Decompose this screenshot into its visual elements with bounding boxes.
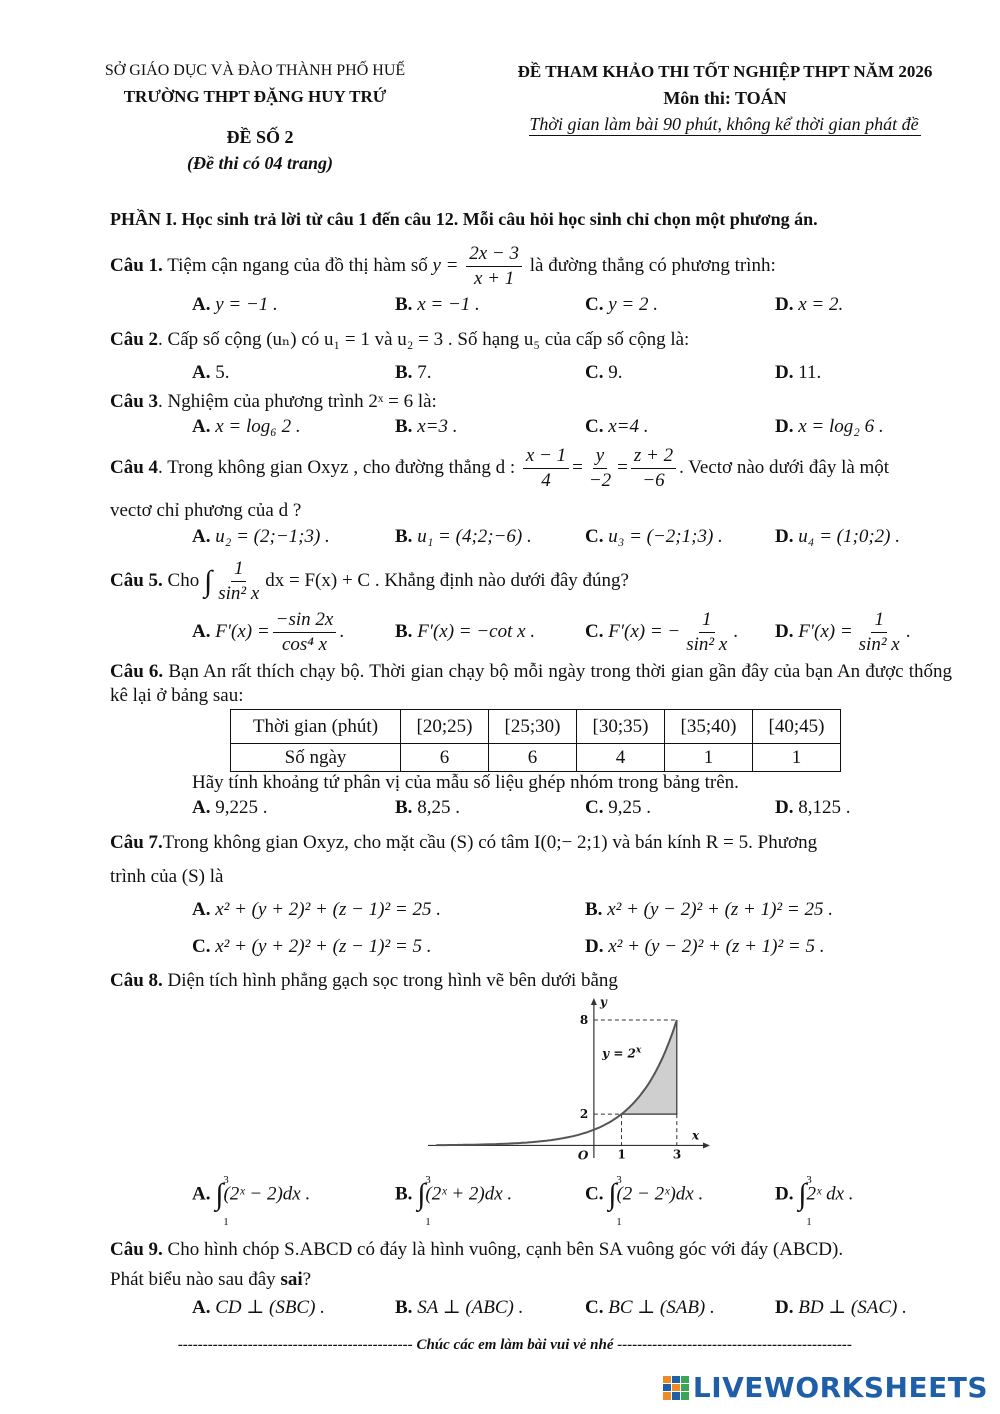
school-name: TRƯỜNG THPT ĐẶNG HUY TRỨ bbox=[123, 87, 387, 106]
x-tick-1: 1 bbox=[617, 1147, 626, 1162]
q1-option-c[interactable]: C. y = 2 . bbox=[585, 294, 658, 315]
q8-option-c[interactable]: C. ∫ 3 1 (2 − 2ˣ)dx . bbox=[585, 1174, 704, 1228]
q4-option-d[interactable]: D. u₄ = (1;0;2) . bbox=[775, 526, 900, 547]
q4-frac-x: $\frac{x - 1}{4}$ bbox=[523, 444, 569, 493]
count-2: 6 bbox=[489, 744, 577, 772]
interval-1: [20;25) bbox=[401, 710, 489, 744]
question-6 bbox=[110, 660, 952, 708]
table-head-days: Số ngày bbox=[231, 744, 401, 772]
liveworksheets-logo-icon bbox=[663, 1376, 689, 1400]
q9-option-c[interactable]: C. BC ⊥ (SAB) . bbox=[585, 1297, 715, 1318]
count-4: 1 bbox=[665, 744, 753, 772]
table-head-time: Thời gian (phút) bbox=[231, 710, 401, 744]
q1-option-a[interactable]: A. y = −1 . bbox=[192, 294, 278, 315]
q3-option-d[interactable]: D. x = log₂ 6 . bbox=[775, 416, 884, 437]
q7-label: Câu 7. bbox=[110, 832, 163, 853]
q2-text: . Cấp số cộng (uₙ) có u₁ = 1 và u₂ = 3 . Số hạng u₅ của cấp số cộng là: bbox=[158, 329, 690, 350]
interval-2: [25;30) bbox=[489, 710, 577, 744]
q6-option-b[interactable]: B. 8,25 . bbox=[395, 797, 460, 818]
q9-option-b[interactable]: B. SA ⊥ (ABC) . bbox=[395, 1297, 524, 1318]
q1-option-b[interactable]: B. x = −1 . bbox=[395, 294, 480, 315]
q8-text: Diện tích hình phẳng gạch sọc trong hình vẽ bên dưới bằng bbox=[167, 970, 618, 991]
q4-option-b[interactable]: B. u₁ = (4;2;−6) . bbox=[395, 526, 532, 547]
q9-text-a: Cho hình chóp S.ABCD có đáy là hình vuông, cạnh bên SA vuông góc với đáy (ABCD). bbox=[167, 1239, 844, 1260]
y-tick-8: 8 bbox=[579, 1012, 589, 1027]
interval-3: [30;35) bbox=[577, 710, 665, 744]
question-9 bbox=[110, 1236, 952, 1264]
q5-option-d[interactable]: D. F′(x) = $\frac{1}{\text{sin² x}}$ . bbox=[775, 609, 911, 656]
x-axis-label: x bbox=[692, 1128, 700, 1143]
q7-text-b: trình của (S) là bbox=[110, 866, 224, 887]
brand-name: LIVEWORKSHEETS bbox=[692, 1371, 988, 1404]
subject: Môn thi: TOÁN bbox=[663, 88, 787, 108]
q9-text-b: Phát biểu nào sau đây sai? bbox=[110, 1269, 312, 1290]
function-label: $y = 2^x$ bbox=[602, 1045, 642, 1061]
q8-option-d[interactable]: D. ∫ 3 1 2ˣ dx . bbox=[775, 1174, 854, 1228]
q8-label: Câu 8. bbox=[110, 970, 163, 991]
q2-label: Câu 2 bbox=[110, 329, 159, 350]
count-3: 4 bbox=[577, 744, 665, 772]
q3-text: . Nghiệm của phương trình 2ˣ = 6 là: bbox=[158, 391, 437, 412]
q3-label: Câu 3 bbox=[110, 391, 159, 412]
dept-name: SỞ GIÁO DỤC VÀ ĐÀO THÀNH PHỐ HUẾ bbox=[104, 62, 406, 79]
q4-text-b: . Vectơ nào dưới đây là một bbox=[679, 457, 890, 478]
q7-text-a: Trong không gian Oxyz, cho mặt cầu (S) có tâm I(0;− 2;1) và bán kính R = 5. Phương bbox=[162, 832, 818, 853]
q7-option-b[interactable]: B. x² + (y − 2)² + (z + 1)² = 25 . bbox=[585, 899, 833, 920]
q9-option-d[interactable]: D. BD ⊥ (SAC) . bbox=[775, 1297, 907, 1318]
q6-text: Bạn An rất thích chạy bộ. Thời gian chạy bộ mỗi ngày trong thời gian gần đây của bạn An được thống kê lại ở bảng sau: bbox=[110, 661, 952, 706]
q2-option-d[interactable]: D. 11. bbox=[775, 362, 822, 383]
shaded-area bbox=[622, 1020, 677, 1114]
q1-text-b: là đường thẳng có phương trình: bbox=[529, 255, 776, 276]
curve-2-pow-x bbox=[436, 1020, 677, 1145]
exponential-graph bbox=[420, 990, 720, 1170]
q4-text-c: vectơ chỉ phương của d ? bbox=[110, 500, 302, 521]
q7-option-c[interactable]: C. x² + (y + 2)² + (z − 1)² = 5 . bbox=[192, 936, 432, 957]
interval-4: [35;40) bbox=[665, 710, 753, 744]
q7-option-a[interactable]: A. x² + (y + 2)² + (z − 1)² = 25 . bbox=[192, 899, 441, 920]
interval-5: [40;45) bbox=[753, 710, 841, 744]
q2-option-c[interactable]: C. 9. bbox=[585, 362, 623, 383]
q4-option-a[interactable]: A. u₂ = (2;−1;3) . bbox=[192, 526, 330, 547]
q5-text-a: Cho bbox=[167, 570, 200, 591]
count-1: 6 bbox=[401, 744, 489, 772]
q4-frac-y: $\frac{y}{-2}$ bbox=[588, 445, 612, 492]
q5-text-b: dx = F(x) + C . Khẳng định nào dưới đây đúng? bbox=[265, 570, 629, 591]
x-tick-3: 3 bbox=[672, 1147, 682, 1162]
question-1 bbox=[110, 240, 952, 292]
count-5: 1 bbox=[753, 744, 841, 772]
q3-option-b[interactable]: B. x=3 . bbox=[395, 416, 458, 437]
q1-fraction: $\frac{2x - 3}{x + 1}$ bbox=[466, 242, 522, 291]
q8-option-b[interactable]: B. ∫ 3 1 (2ˣ + 2)dx . bbox=[395, 1174, 513, 1228]
exam-title: ĐỀ THAM KHẢO THI TỐT NGHIỆP THPT NĂM 2026 bbox=[517, 62, 933, 81]
q6-ask: Hãy tính khoảng tứ phân vị của mẫu số liệu ghép nhóm trong bảng trên. bbox=[192, 772, 739, 793]
y-axis-arrow bbox=[591, 998, 597, 1005]
q4-option-c[interactable]: C. u₃ = (−2;1;3) . bbox=[585, 526, 723, 547]
question-7 bbox=[110, 826, 952, 860]
q2-option-b[interactable]: B. 7. bbox=[395, 362, 432, 383]
q6-option-c[interactable]: C. 9,25 . bbox=[585, 797, 651, 818]
q8-option-a[interactable]: A. ∫ 3 1 (2ˣ − 2)dx . bbox=[192, 1174, 311, 1228]
q5-option-b[interactable]: B. F′(x) = −cot x . bbox=[395, 621, 536, 642]
part-1-heading: PHẦN I. Học sinh trả lời từ câu 1 đến câu 12. Mỗi câu hỏi học sinh chỉ chọn một phương án. bbox=[110, 209, 818, 229]
q6-label: Câu 6. bbox=[110, 661, 164, 682]
q4-text-a: . Trong không gian Oxyz , cho đường thẳng d : bbox=[158, 457, 516, 478]
q3-option-c[interactable]: C. x=4 . bbox=[585, 416, 649, 437]
integral-sign: ∫ bbox=[203, 564, 213, 598]
q5-fraction: $\frac{1}{\text{sin² x}}$ bbox=[218, 558, 260, 605]
origin-label: O bbox=[577, 1148, 589, 1163]
q1-fn-lhs: y = bbox=[432, 255, 459, 276]
q2-option-a[interactable]: A. 5. bbox=[192, 362, 230, 383]
q5-option-c[interactable]: C. F′(x) = − $\frac{1}{\text{sin² x}}$ . bbox=[585, 609, 739, 656]
q4-label: Câu 4 bbox=[110, 457, 159, 478]
pages-note: (Đề thi có 04 trang) bbox=[187, 153, 333, 173]
q9-option-a[interactable]: A. CD ⊥ (SBC) . bbox=[192, 1297, 325, 1318]
q1-label: Câu 1. bbox=[110, 255, 163, 276]
question-2 bbox=[110, 326, 952, 354]
y-tick-2: 2 bbox=[579, 1107, 589, 1122]
x-axis-arrow bbox=[703, 1142, 710, 1148]
question-4: Câu 4. Trong không gian Oxyz , cho đường thẳng d : $\frac{x - 1}{4}$ = $\frac{y}{-2}$ = $\frac{z + 2}{-6}$ . Vectơ nào dưới đây là một bbox=[110, 445, 890, 492]
footer-note: ----------------------------------------------- Chúc các em làm bài vui vẻ nhé ----------------------------------------------- bbox=[177, 1337, 853, 1353]
q6-option-d[interactable]: D. 8,125 . bbox=[775, 797, 851, 818]
q3-option-a[interactable]: A. x = log₆ 2 . bbox=[192, 416, 301, 437]
q6-option-a[interactable]: A. 9,225 . bbox=[192, 797, 268, 818]
q1-option-d[interactable]: D. x = 2. bbox=[775, 294, 844, 315]
y-axis-label: y bbox=[599, 995, 607, 1009]
q1-text-a: Tiệm cận ngang của đồ thị hàm số bbox=[167, 255, 428, 276]
q5-label: Câu 5. bbox=[110, 570, 163, 591]
question-3 bbox=[110, 388, 952, 416]
q9-label: Câu 9. bbox=[110, 1239, 163, 1260]
question-5 bbox=[110, 556, 952, 606]
q4-frac-z: $\frac{z + 2}{-6}$ bbox=[631, 444, 676, 493]
exam-number: ĐỀ SỐ 2 bbox=[226, 127, 294, 147]
q7-option-d[interactable]: D. x² + (y − 2)² + (z + 1)² = 5 . bbox=[585, 936, 825, 957]
time-note: Thời gian làm bài 90 phút, không kể thời gian phát đề bbox=[529, 114, 919, 134]
q5-option-a[interactable]: A. F′(x) = $\frac{-\sin 2x}{\text{cos⁴ x}}$ . bbox=[192, 609, 345, 656]
shaded-region bbox=[622, 1020, 677, 1114]
liveworksheets-logo bbox=[663, 1371, 988, 1404]
frequency-table bbox=[230, 709, 841, 772]
